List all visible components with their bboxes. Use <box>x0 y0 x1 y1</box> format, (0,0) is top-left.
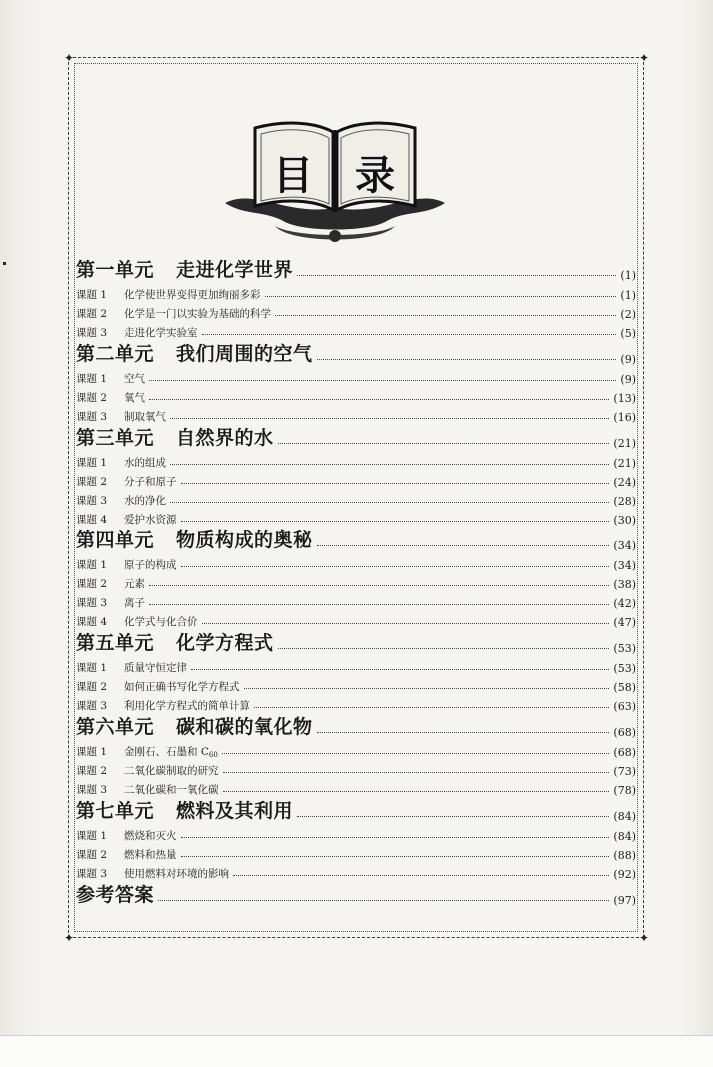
toc-entry-label <box>76 744 218 759</box>
toc-entry-label <box>76 595 145 610</box>
toc-lesson-row <box>76 452 636 470</box>
toc-page-number: (84) <box>613 810 636 823</box>
toc-leader-dots <box>170 418 609 419</box>
toc-entry-number: 第六单元 <box>76 716 155 738</box>
toc-entry-title: 金刚石、石墨和 C <box>124 746 209 758</box>
toc-leader-dots <box>254 707 609 708</box>
toc-leader-dots <box>181 521 610 522</box>
toc-title-char-1: 目 <box>273 152 313 199</box>
toc-entry-number: 课题 3 <box>76 597 108 609</box>
toc-entry-title: 爱护水资源 <box>124 514 177 526</box>
toc-entry-number: 课题 1 <box>76 559 108 571</box>
toc-entry-title: 二氧化碳制取的研究 <box>124 765 219 777</box>
toc-leader-dots <box>149 604 609 605</box>
toc-page-number: (68) <box>613 746 636 759</box>
toc-entry-title: 化学使世界变得更加绚丽多彩 <box>124 289 261 301</box>
toc-entry-label <box>76 493 166 508</box>
toc-title-char-2: 录 <box>355 152 395 199</box>
toc-page-number: (1) <box>620 269 636 282</box>
toc-entry-title: 制取氧气 <box>124 411 166 423</box>
toc-entry-title: 分子和原子 <box>124 476 177 488</box>
toc-page-number: (28) <box>613 495 636 508</box>
corner-ornament-icon: ✦ <box>638 931 650 945</box>
toc-lesson-row <box>76 284 636 302</box>
toc-lesson-row <box>76 779 636 797</box>
toc-leader-dots <box>222 753 610 754</box>
toc-lesson-row <box>76 676 636 694</box>
toc-entry-title: 自然界的水 <box>176 427 274 449</box>
toc-entry-number: 课题 3 <box>76 495 108 507</box>
toc-entry-title: 化学式与化合价 <box>124 616 198 628</box>
toc-page-number: (92) <box>613 868 636 881</box>
toc-page-number: (84) <box>613 830 636 843</box>
toc-lesson-row <box>76 611 636 629</box>
toc-unit-row <box>76 715 636 739</box>
toc-leader-dots <box>181 856 610 857</box>
toc-entry-title: 水的净化 <box>124 495 166 507</box>
toc-entry-title: 化学是一门以实验为基础的科学 <box>124 308 271 320</box>
toc-page-number: (13) <box>613 392 636 405</box>
toc-page-number: (97) <box>613 894 636 907</box>
toc-page-number: (53) <box>613 662 636 675</box>
toc-page-number: (38) <box>613 578 636 591</box>
toc-lesson-row <box>76 554 636 572</box>
toc-entry-label <box>76 409 166 424</box>
toc-entry-title: 原子的构成 <box>124 559 177 571</box>
toc-page-number: (58) <box>613 681 636 694</box>
toc-entry-label <box>76 371 145 386</box>
toc-entry-label <box>76 455 166 470</box>
toc-entry-label <box>76 828 177 843</box>
toc-entry-number: 课题 1 <box>76 662 108 674</box>
toc-unit-row <box>76 799 636 823</box>
toc-leader-dots <box>223 772 610 773</box>
toc-entry-label <box>76 782 219 797</box>
toc-leader-dots <box>181 566 610 567</box>
toc-page-number: (47) <box>613 616 636 629</box>
toc-entry-label <box>76 576 145 591</box>
toc-entry-label <box>76 628 274 655</box>
toc-page-number: (2) <box>620 308 636 321</box>
toc-entry-label <box>76 763 219 778</box>
toc-leader-dots <box>265 296 617 297</box>
toc-page-number: (30) <box>613 514 636 527</box>
toc-entry-label <box>76 557 177 572</box>
toc-entry-title: 元素 <box>124 578 145 590</box>
toc-leader-dots <box>233 875 609 876</box>
toc-entry-label <box>76 325 198 340</box>
toc-entry-number: 课题 2 <box>76 476 108 488</box>
toc-leader-dots <box>191 669 609 670</box>
toc-unit-row <box>76 258 636 282</box>
toc-page-number: (53) <box>613 642 636 655</box>
toc-entry-label <box>76 525 313 552</box>
toc-lesson-row <box>76 406 636 424</box>
toc-entry-number: 第二单元 <box>76 343 155 365</box>
toc-answers-row <box>76 883 636 907</box>
corner-ornament-icon: ✦ <box>63 931 75 945</box>
toc-entry-title: 走进化学实验室 <box>124 327 198 339</box>
toc-leader-dots <box>170 464 609 465</box>
toc-leader-dots <box>278 443 610 444</box>
toc-entry-number: 课题 2 <box>76 308 108 320</box>
toc-leader-dots <box>297 816 609 817</box>
toc-unit-row <box>76 528 636 552</box>
toc-entry-title: 质量守恒定律 <box>124 662 187 674</box>
toc-entry-title: 使用燃料对环境的影响 <box>124 868 229 880</box>
toc-leader-dots <box>202 334 617 335</box>
toc-leader-dots <box>244 688 610 689</box>
toc-lesson-row <box>76 657 636 675</box>
toc-entry-number: 课题 2 <box>76 578 108 590</box>
toc-lesson-row <box>76 695 636 713</box>
toc-entry-label <box>76 614 198 629</box>
toc-leader-dots <box>317 732 610 733</box>
toc-leader-dots <box>223 791 610 792</box>
toc-entry-title: 氧气 <box>124 392 145 404</box>
toc-unit-row <box>76 342 636 366</box>
toc-entry-number: 课题 2 <box>76 849 108 861</box>
toc-lesson-row <box>76 760 636 778</box>
toc-leader-dots <box>297 275 616 276</box>
toc-entry-label <box>76 660 187 675</box>
toc-entry-title: 走进化学世界 <box>176 259 294 281</box>
toc-entry-label <box>76 423 274 450</box>
toc-entry-title: 利用化学方程式的简单计算 <box>124 700 250 712</box>
toc-entry-number: 课题 1 <box>76 746 108 758</box>
toc-unit-row <box>76 426 636 450</box>
toc-page-number: (5) <box>620 327 636 340</box>
toc-entry-label <box>76 866 229 881</box>
toc-page-number: (24) <box>613 476 636 489</box>
toc-entry-number: 课题 3 <box>76 784 108 796</box>
toc-entry-number: 课题 1 <box>76 289 108 301</box>
toc-leader-dots <box>181 483 610 484</box>
toc-entry-title: 如何正确书写化学方程式 <box>124 681 240 693</box>
toc-page-number: (21) <box>613 437 636 450</box>
toc-entry-label <box>76 880 154 907</box>
toc-entry-title: 燃烧和灭火 <box>124 830 177 842</box>
toc-entry-label <box>76 679 240 694</box>
toc-entry-label <box>76 698 250 713</box>
toc-unit-row <box>76 631 636 655</box>
toc-entry-number: 课题 4 <box>76 616 108 628</box>
toc-entry-label <box>76 847 177 862</box>
toc-entry-number: 课题 2 <box>76 765 108 777</box>
toc-header-book-illustration <box>215 98 455 248</box>
toc-entry-label <box>76 339 313 366</box>
toc-entry-title: 化学方程式 <box>176 632 274 654</box>
toc-entry-number: 课题 1 <box>76 830 108 842</box>
toc-page-number: (9) <box>620 353 636 366</box>
toc-page-number: (21) <box>613 457 636 470</box>
toc-lesson-row <box>76 471 636 489</box>
toc-leader-dots <box>317 359 617 360</box>
toc-entry-number: 课题 2 <box>76 681 108 693</box>
toc-entry-title: 燃料和热量 <box>124 849 177 861</box>
toc-leader-dots <box>149 380 616 381</box>
toc-entry-number: 课题 3 <box>76 411 108 423</box>
toc-page-number: (73) <box>613 765 636 778</box>
toc-entry-title: 物质构成的奥秘 <box>176 529 313 551</box>
toc-entry-number: 课题 3 <box>76 700 108 712</box>
toc-page-number: (34) <box>613 559 636 572</box>
toc-leader-dots <box>275 315 616 316</box>
toc-lesson-row <box>76 741 636 759</box>
toc-page-number: (63) <box>613 700 636 713</box>
toc-lesson-row <box>76 844 636 862</box>
toc-entry-title: 离子 <box>124 597 145 609</box>
toc-lesson-row <box>76 573 636 591</box>
toc-leader-dots <box>317 545 610 546</box>
toc-page-number: (16) <box>613 411 636 424</box>
toc-entry-number: 第五单元 <box>76 632 155 654</box>
toc-entry-label <box>76 255 293 282</box>
toc-leader-dots <box>149 399 609 400</box>
toc-lesson-row <box>76 592 636 610</box>
toc-entry-number: 课题 3 <box>76 868 108 880</box>
toc-lesson-row <box>76 322 636 340</box>
toc-entry-label <box>76 796 293 823</box>
corner-ornament-icon: ✦ <box>63 51 75 65</box>
toc-entry-number: 课题 1 <box>76 373 108 385</box>
toc-page-number: (9) <box>620 373 636 386</box>
toc-entry-number: 课题 1 <box>76 457 108 469</box>
toc-entry-title: 二氧化碳和一氧化碳 <box>124 784 219 796</box>
toc-page-number: (42) <box>613 597 636 610</box>
toc-entry-label <box>76 390 145 405</box>
toc-entry-number: 课题 3 <box>76 327 108 339</box>
toc-leader-dots <box>149 585 609 586</box>
margin-mark <box>3 262 6 265</box>
toc-entry-number: 第四单元 <box>76 529 155 551</box>
toc-leader-dots <box>170 502 609 503</box>
toc-entry-title: 水的组成 <box>124 457 166 469</box>
toc-page-number: (78) <box>613 784 636 797</box>
toc-entry-title: 空气 <box>124 373 145 385</box>
toc-leader-dots <box>278 648 610 649</box>
toc-lesson-row <box>76 825 636 843</box>
toc-entry-label <box>76 287 261 302</box>
toc-entry-title: 碳和碳的氧化物 <box>176 716 313 738</box>
corner-ornament-icon: ✦ <box>638 51 650 65</box>
toc-leader-dots <box>158 900 609 901</box>
scan-bottom-margin <box>0 1035 713 1067</box>
toc-page-number: (34) <box>613 539 636 552</box>
toc-entry-title: 我们周围的空气 <box>176 343 313 365</box>
toc-entry-number: 第七单元 <box>76 800 155 822</box>
toc-entry-title: 燃料及其利用 <box>176 800 294 822</box>
toc-entry-number: 课题 2 <box>76 392 108 404</box>
toc-lesson-row <box>76 863 636 881</box>
toc-page-number: (68) <box>613 726 636 739</box>
toc-entry-number: 第一单元 <box>76 259 155 281</box>
toc-entry-number: 参考答案 <box>76 884 155 906</box>
toc-entry-number: 课题 4 <box>76 514 108 526</box>
toc-leader-dots <box>181 837 610 838</box>
toc-entry-label <box>76 474 177 489</box>
toc-lesson-row <box>76 387 636 405</box>
toc-entry-number: 第三单元 <box>76 427 155 449</box>
toc-leader-dots <box>202 623 610 624</box>
toc-lesson-row <box>76 303 636 321</box>
toc-lesson-row <box>76 490 636 508</box>
toc-page-number: (88) <box>613 849 636 862</box>
toc-entry-label <box>76 306 271 321</box>
toc-page-number: (1) <box>620 289 636 302</box>
toc-entry-title-subscript: 60 <box>208 751 218 759</box>
toc-entry-label <box>76 712 313 739</box>
toc-lesson-row <box>76 368 636 386</box>
